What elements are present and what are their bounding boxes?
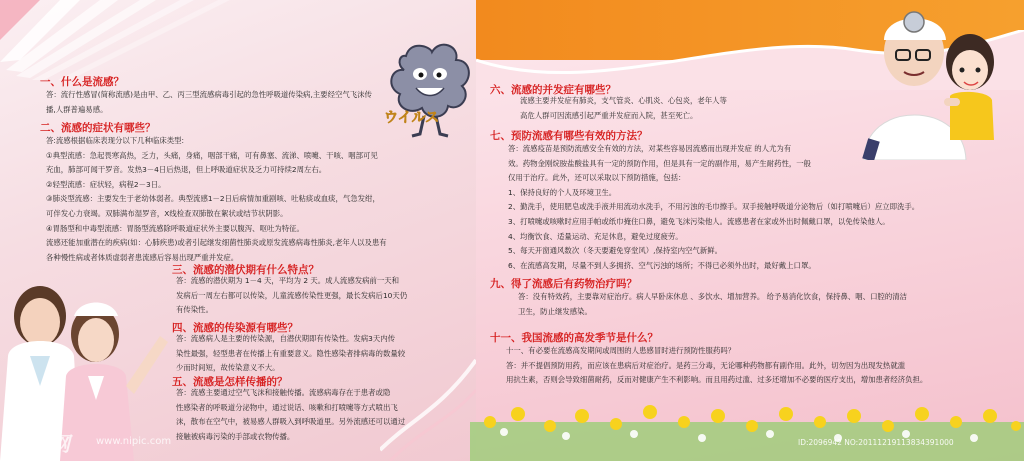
text-line: 可伴发心力衰竭。双肺满布湿罗音，X线检查双肺散在絮状或结节状阴影。 [46,208,288,218]
text-line: 接触被病毒污染的手部或衣物传播。 [176,431,295,441]
text-line: 有传染性。 [176,305,213,315]
text-line: 答：流感的潜伏期为 1－4 天，平均为 2 天。成人流感发病前一天和 [176,276,400,285]
text-line: ②轻型流感：症状轻，病程2－3日。 [46,179,166,189]
text-line: 2、勤洗手，使用肥皂或洗手液并用流动水洗手，不用污浊的毛巾擦手。双手接触呼吸道分泌物后（如打喷嚏后）应立即洗手。 [508,202,920,212]
text-line: 播,人群普遍易感。 [46,104,108,114]
watermark-url: www.nipic.com [96,436,172,447]
text-line: 答：流感病人是主要的传染源，自潜伏期即有传染性。发病3天内传 [176,334,396,343]
text-line: 效。药物金刚烷胺盐酸盐具有一定的预防作用，但是具有一定的副作用，易产生耐药性，一般 [508,158,812,168]
section-2-body [46,134,387,265]
section-9-body [518,290,907,319]
section-4-heading: 四、流感的传染源有哪些？ [172,322,298,334]
text-line: 4、均衡饮食、适量运动、充足休息，避免过度疲劳。 [508,231,683,241]
text-line: 6、在流感高发期，尽量不到人多拥挤、空气污浊的场所；不得已必须外出时，最好戴上口罩。 [508,260,816,270]
text-line: 1、保持良好的个人及环境卫生。 [508,187,617,197]
section-5-heading: 五、流感是怎样传播的？ [172,376,288,388]
text-line: 仅用于治疗。此外，还可以采取以下预防措施，包括： [508,173,686,183]
section-7-body [508,142,919,273]
sunburst-rays [0,0,230,80]
text-line: 3、打喷嚏或咳嗽时应用手帕或纸巾掩住口鼻，避免飞沫污染他人。流感患者在家或外出时佩戴口罩，以免传染他人。 [508,216,890,226]
section-9-heading: 九、得了流感后有药物治疗吗？ [490,278,637,290]
image-id-label: ID:2096942 NO:20111219113834391000 [798,438,954,447]
text-line: ④胃肠型和中毒型流感：胃肠型流感除呼吸道症状外主要以腹泻、呕吐为特征。 [46,223,304,233]
doctor-child-illustration [854,0,1019,160]
watermark-logo: 昵享网 [10,432,70,456]
text-line: 高危人群可因流感引起严重并发症而入院，甚至死亡。 [520,110,698,120]
section-3-body [176,274,407,318]
section-11-body [506,344,927,388]
text-line: 5、每天开窗通风数次（冬天要避免穿堂风）,保持室内空气新鲜。 [508,246,722,256]
text-line: 充血，肺部可闻干罗音。发热3－4日后热退，但上呼吸道症状及乏力可持续2周左右。 [46,165,327,175]
text-line: 卫生，防止继发感染。 [518,306,592,316]
text-line: 沫，散布在空气中，被易感人群吸入到呼吸道里。另外流感还可以通过 [176,417,406,427]
text-line: 各种慢性病或者体质虚弱者患流感后容易出现严重并发症。 [46,252,239,262]
text-line: 染性最强，轻型患者在传播上有重要意义。隐性感染者排病毒的数量较 [176,348,406,358]
text-line: ①典型流感：急起畏寒高热，乏力，头痛，身痛，咽部干痛，可有鼻塞、流涕、喷嚏、干咳、咽部可见 [46,150,378,160]
text-line: 十一、有必要在流感高发期间或周围的人患感冒时进行预防性服药吗？ [506,346,736,355]
text-line: 答：流感主要通过空气飞沫和接触传播。流感病毒存在于患者或隐 [176,388,391,397]
text-line: 发病后一周左右都可以传染，儿童流感传染性更强，最长发病后10天仍 [176,290,408,300]
section-6-heading: 六、流感的并发症有哪些？ [490,84,616,96]
text-line: 用抗生素，否则会导致细菌耐药，反而对健康产生不利影响。而且用药过滥、过多还增加不必要的医疗支出，增加患者经济负担。 [506,375,928,385]
text-line: 少而时间短，故传染意义不大。 [176,363,280,373]
text-line: ③肺炎型流感：主要发生于老幼体弱者。典型流感1－2日后病情加重剧咳、吐粘痰或血痰，气急发绀， [46,194,380,204]
virus-mascot [376,36,486,146]
section-1-body [46,88,372,117]
section-3-heading: 三、流感的潜伏期有什么特点？ [172,264,319,276]
text-line: 流感主要并发症有肺炎，支气管炎、心肌炎、心包炎，老年人等 [520,96,727,105]
section-5-body [176,386,405,444]
section-6-body [520,94,727,123]
text-line: 答：流行性感冒(简称流感)是由甲、乙、丙三型流感病毒引起的急性呼吸道传染病,主要经空气飞沫传 [46,90,372,99]
text-line: 流感还能加重潜在的疾病(如：心肺疾患)或者引起继发细菌性肺炎或原发流感病毒性肺炎,老年人以及患有 [46,238,387,248]
text-line: 答：流感疫苗是预防流感安全有效的方法，对某些容易因流感而出现并发症 的人尤为有 [508,144,792,153]
text-line: 答:流感根据临床表现分以下几种临床类型: [46,136,185,145]
section-7-heading: 七、预防流感有哪些有效的方法？ [490,130,648,142]
text-line: 答：并不提倡预防用药，而应该在患病后对症治疗。是药三分毒，无论哪种药物都有副作用。此外，切勿因为出现发热就滥 [506,360,906,370]
section-1-heading: 一、什么是流感？ [40,76,124,88]
virus-label: ウイルス [384,110,440,126]
text-line: 性感染者的呼吸道分泌物中，通过说话、咳嗽和打喷嚏等方式喷出飞 [176,402,398,412]
text-line: 答：没有特效药，主要靠对症治疗。病人早卧床休息 、多饮水、增加营养。 给予易消化饮食，保持鼻、咽、口腔的清洁 [518,292,908,301]
section-4-body [176,332,405,376]
flower-field [470,392,1024,461]
section-2-heading: 二、流感的症状有哪些？ [40,122,156,134]
section-11-heading: 十一、我国流感的高发季节是什么？ [490,332,658,344]
